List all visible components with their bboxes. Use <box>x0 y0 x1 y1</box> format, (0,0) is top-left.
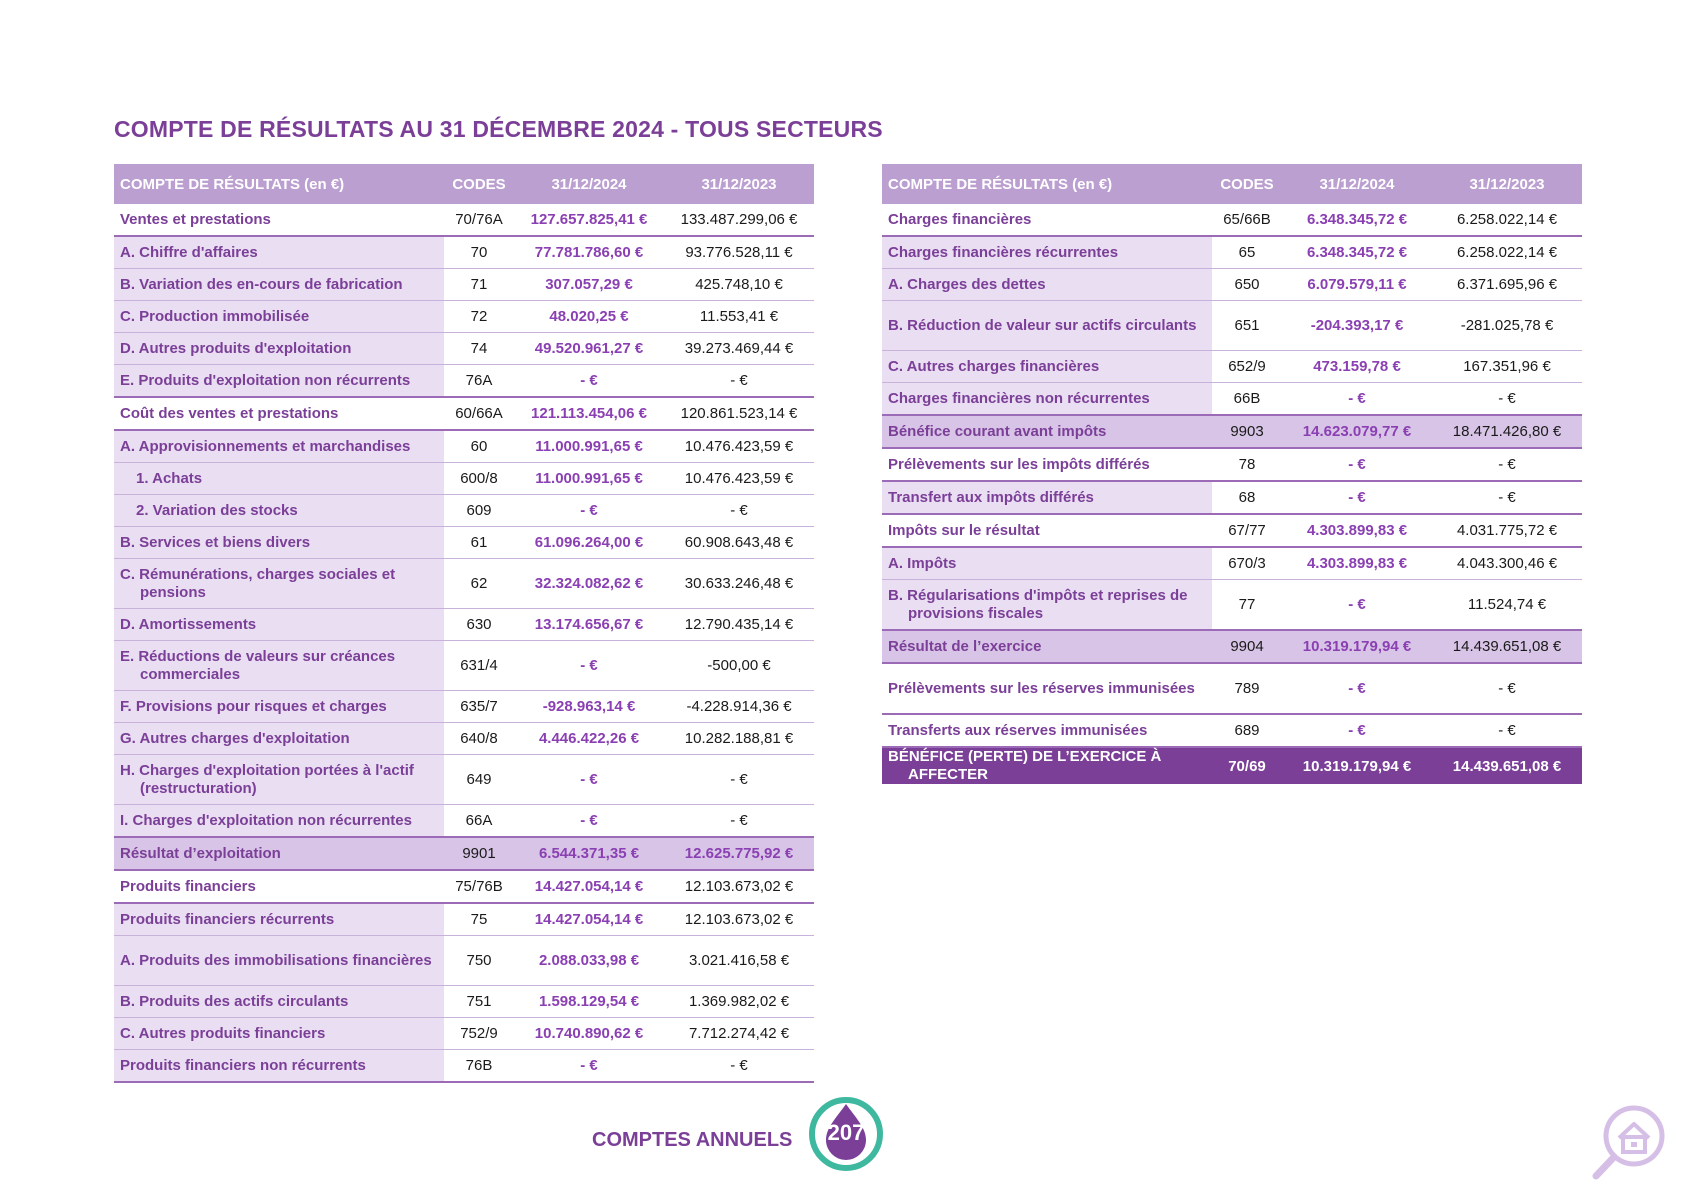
table-header-row <box>882 164 1582 204</box>
table-row-impots-sur-le-resultat <box>882 514 1582 547</box>
row-value-2023: 7.712.274,42 € <box>664 1018 814 1050</box>
row-code: 9901 <box>444 837 514 870</box>
row-value-2023: 11.524,74 € <box>1432 580 1582 631</box>
row-label-text: Résultat de l’exercice <box>888 637 1042 655</box>
row-label <box>882 714 1212 747</box>
row-value-2023: 10.476.423,59 € <box>664 463 814 495</box>
row-label-text: Transferts aux réserves immunisées <box>888 721 1148 739</box>
row-value-2023: - € <box>664 755 814 805</box>
row-value-2023: 120.861.523,14 € <box>664 397 814 430</box>
row-label <box>114 527 444 559</box>
row-label-text: C. Autres charges financières <box>888 357 1100 375</box>
row-label <box>114 1018 444 1050</box>
row-label-text: B. Régularisations d'impôts et reprises de provisions fiscales <box>888 586 1188 622</box>
page-number: 207 <box>827 1120 865 1145</box>
row-code: 60/66A <box>444 397 514 430</box>
row-value-2024: 14.427.054,14 € <box>514 903 664 936</box>
row-value-2024: -928.963,14 € <box>514 691 664 723</box>
row-code: 65 <box>1212 236 1282 269</box>
table-row-a-impots <box>882 547 1582 580</box>
table-row-benefice-courant-avant-impots <box>882 415 1582 448</box>
row-code: 650 <box>1212 269 1282 301</box>
row-label-text: A. Chiffre d'affaires <box>120 243 258 261</box>
row-code: 74 <box>444 333 514 365</box>
row-label-text: Charges financières récurrentes <box>888 243 1119 261</box>
row-value-2024: 10.319.179,94 € <box>1282 747 1432 784</box>
row-code: 651 <box>1212 301 1282 351</box>
row-value-2023: 14.439.651,08 € <box>1432 747 1582 784</box>
row-value-2023: 12.103.673,02 € <box>664 903 814 936</box>
row-code: 70/76A <box>444 204 514 236</box>
table-row-charges-financieres-recurrentes <box>882 236 1582 269</box>
table-row-d-autres-produits-d-exploitation <box>114 333 814 365</box>
page-title: COMPTE DE RÉSULTATS AU 31 DÉCEMBRE 2024 - TOUS SECTEURS <box>114 116 883 142</box>
row-value-2023: 18.471.426,80 € <box>1432 415 1582 448</box>
row-label-text: A. Charges des dettes <box>888 275 1046 293</box>
row-value-2023: - € <box>1432 714 1582 747</box>
row-label-text: D. Autres produits d'exploitation <box>120 339 352 357</box>
table-header-row <box>114 164 814 204</box>
row-label <box>882 580 1212 631</box>
row-label-text: BÉNÉFICE (PERTE) DE L’EXERCICE À AFFECTER <box>888 748 1162 783</box>
row-value-2024: 6.079.579,11 € <box>1282 269 1432 301</box>
income-statement-table-left <box>114 164 814 1083</box>
row-label-text: E. Réductions de valeurs sur créances commerciales <box>120 647 396 683</box>
footer-section-label: COMPTES ANNUELS <box>592 1129 793 1151</box>
table-row-f-provisions-pour-risques-et-charges <box>114 691 814 723</box>
row-value-2024: 14.427.054,14 € <box>514 870 664 903</box>
row-label <box>882 514 1212 547</box>
row-value-2023: - € <box>664 1050 814 1083</box>
row-code: 78 <box>1212 448 1282 481</box>
row-label <box>114 269 444 301</box>
table-row-transfert-aux-impots-differes <box>882 481 1582 514</box>
row-value-2023: 1.369.982,02 € <box>664 986 814 1018</box>
table-row-a-produits-des-immobilisations-financier <box>114 936 814 986</box>
row-value-2024: 11.000.991,65 € <box>514 430 664 463</box>
row-value-2024: - € <box>1282 580 1432 631</box>
row-label-text: Charges financières <box>888 210 1032 228</box>
row-code: 67/77 <box>1212 514 1282 547</box>
row-code: 65/66B <box>1212 204 1282 236</box>
row-value-2024: 6.348.345,72 € <box>1282 236 1432 269</box>
row-value-2023: 93.776.528,11 € <box>664 236 814 269</box>
table-row-b-produits-des-actifs-circulants <box>114 986 814 1018</box>
row-value-2024: - € <box>514 365 664 398</box>
row-label <box>114 365 444 398</box>
row-value-2023: - € <box>1432 383 1582 416</box>
row-value-2024: 11.000.991,65 € <box>514 463 664 495</box>
row-value-2024: - € <box>514 755 664 805</box>
row-label <box>114 430 444 463</box>
row-label-text: Bénéfice courant avant impôts <box>888 422 1107 440</box>
row-value-2023: 39.273.469,44 € <box>664 333 814 365</box>
row-label-text: F. Provisions pour risques et charges <box>120 697 387 715</box>
table-row-a-charges-des-dettes <box>882 269 1582 301</box>
row-value-2024: - € <box>1282 481 1432 514</box>
row-code: 71 <box>444 269 514 301</box>
row-label-text: Produits financiers récurrents <box>120 910 335 928</box>
row-label-text: Ventes et prestations <box>120 210 271 228</box>
row-label-text: 2. Variation des stocks <box>136 501 298 519</box>
table-row-b-variation-des-en-cours-de-fabrication <box>114 269 814 301</box>
row-label <box>114 609 444 641</box>
row-value-2023: 167.351,96 € <box>1432 351 1582 383</box>
row-value-2024: 473.159,78 € <box>1282 351 1432 383</box>
row-label <box>114 301 444 333</box>
table-row-b-reduction-de-valeur-sur-actifs-circula <box>882 301 1582 351</box>
table-row-produits-financiers <box>114 870 814 903</box>
row-value-2024: 4.446.422,26 € <box>514 723 664 755</box>
income-statement-table-right <box>882 164 1582 784</box>
row-value-2023: 12.625.775,92 € <box>664 837 814 870</box>
row-label <box>882 448 1212 481</box>
row-value-2024: 61.096.264,00 € <box>514 527 664 559</box>
row-value-2023: 60.908.643,48 € <box>664 527 814 559</box>
row-value-2024: 13.174.656,67 € <box>514 609 664 641</box>
row-label <box>114 495 444 527</box>
row-label-text: Transfert aux impôts différés <box>888 488 1094 506</box>
row-code: 670/3 <box>1212 547 1282 580</box>
table-row-b-services-et-biens-divers <box>114 527 814 559</box>
row-label <box>114 641 444 691</box>
row-label-text: Prélèvements sur les impôts différés <box>888 455 1150 473</box>
row-label-text: B. Variation des en-cours de fabrication <box>120 275 403 293</box>
table-row-h-charges-d-exploitation-portees-a-l-act <box>114 755 814 805</box>
row-value-2024: 6.544.371,35 € <box>514 837 664 870</box>
table-row-benefice-perte-de-l-exercice-a-affecter <box>882 747 1582 784</box>
row-value-2023: 6.258.022,14 € <box>1432 204 1582 236</box>
table-row-produits-financiers-recurrents <box>114 903 814 936</box>
row-value-2023: 12.790.435,14 € <box>664 609 814 641</box>
row-code: 66A <box>444 805 514 838</box>
row-code: 600/8 <box>444 463 514 495</box>
row-label-text: A. Approvisionnements et marchandises <box>120 437 411 455</box>
row-value-2023: 12.103.673,02 € <box>664 870 814 903</box>
row-code: 649 <box>444 755 514 805</box>
row-label <box>882 301 1212 351</box>
row-value-2023: 30.633.246,48 € <box>664 559 814 609</box>
row-code: 640/8 <box>444 723 514 755</box>
row-value-2023: -4.228.914,36 € <box>664 691 814 723</box>
row-label-text: Produits financiers non récurrents <box>120 1056 366 1074</box>
row-label-text: B. Produits des actifs circulants <box>120 992 349 1010</box>
row-code: 635/7 <box>444 691 514 723</box>
row-value-2024: 1.598.129,54 € <box>514 986 664 1018</box>
row-code: 751 <box>444 986 514 1018</box>
header-2024: 31/12/2024 <box>1282 164 1432 204</box>
row-value-2024: - € <box>514 641 664 691</box>
table-row-2-variation-des-stocks <box>114 495 814 527</box>
row-label <box>114 805 444 838</box>
row-label-text: C. Autres produits financiers <box>120 1024 326 1042</box>
row-value-2023: - € <box>1432 481 1582 514</box>
row-label <box>114 837 444 870</box>
row-label-text: 1. Achats <box>136 469 203 487</box>
row-value-2023: 10.476.423,59 € <box>664 430 814 463</box>
row-label <box>114 755 444 805</box>
row-label <box>114 1050 444 1083</box>
row-value-2024: - € <box>514 1050 664 1083</box>
row-code: 9904 <box>1212 630 1282 663</box>
table-row-a-approvisionnements-et-marchandises <box>114 430 814 463</box>
row-label-text: Impôts sur le résultat <box>888 521 1040 539</box>
row-code: 61 <box>444 527 514 559</box>
row-value-2023: -500,00 € <box>664 641 814 691</box>
row-label-text: C. Rémunérations, charges sociales et pensions <box>120 565 396 601</box>
table-row-resultat-de-l-exercice <box>882 630 1582 663</box>
row-value-2024: 10.319.179,94 € <box>1282 630 1432 663</box>
row-label <box>882 383 1212 416</box>
row-value-2024: - € <box>514 495 664 527</box>
row-label-text: Prélèvements sur les réserves immunisées <box>888 679 1195 697</box>
row-value-2024: 307.057,29 € <box>514 269 664 301</box>
header-label: COMPTE DE RÉSULTATS (en €) <box>114 164 444 204</box>
row-value-2023: 10.282.188,81 € <box>664 723 814 755</box>
row-value-2024: - € <box>1282 383 1432 416</box>
table-row-g-autres-charges-d-exploitation <box>114 723 814 755</box>
row-label-text: Charges financières non récurrentes <box>888 389 1150 407</box>
table-row-i-charges-d-exploitation-non-recurrentes <box>114 805 814 838</box>
table-row-resultat-d-exploitation <box>114 837 814 870</box>
row-code: 752/9 <box>444 1018 514 1050</box>
row-code: 630 <box>444 609 514 641</box>
row-label-text: A. Produits des immobilisations financières <box>120 951 432 969</box>
row-label-text: D. Amortissements <box>120 615 257 633</box>
row-label <box>882 747 1212 784</box>
row-label-text: G. Autres charges d'exploitation <box>120 729 350 747</box>
row-label <box>114 397 444 430</box>
row-label <box>882 351 1212 383</box>
row-label <box>882 630 1212 663</box>
row-code: 689 <box>1212 714 1282 747</box>
row-value-2023: - € <box>664 805 814 838</box>
row-label-text: I. Charges d'exploitation non récurrentes <box>120 811 412 829</box>
table-row-c-autres-charges-financieres <box>882 351 1582 383</box>
row-value-2024: - € <box>514 805 664 838</box>
row-code: 60 <box>444 430 514 463</box>
row-value-2024: 4.303.899,83 € <box>1282 547 1432 580</box>
row-code: 66B <box>1212 383 1282 416</box>
row-label-text: Produits financiers <box>120 877 256 895</box>
row-label <box>882 269 1212 301</box>
row-value-2024: 32.324.082,62 € <box>514 559 664 609</box>
table-row-c-production-immobilisee <box>114 301 814 333</box>
row-label <box>114 936 444 986</box>
row-value-2023: - € <box>1432 448 1582 481</box>
row-value-2023: 133.487.299,06 € <box>664 204 814 236</box>
row-code: 652/9 <box>1212 351 1282 383</box>
row-label <box>114 333 444 365</box>
row-label <box>114 236 444 269</box>
row-value-2023: - € <box>664 495 814 527</box>
header-codes: CODES <box>444 164 514 204</box>
row-label <box>114 691 444 723</box>
row-label <box>114 870 444 903</box>
row-value-2023: -281.025,78 € <box>1432 301 1582 351</box>
row-code: 76B <box>444 1050 514 1083</box>
row-code: 750 <box>444 936 514 986</box>
row-value-2024: -204.393,17 € <box>1282 301 1432 351</box>
row-code: 609 <box>444 495 514 527</box>
row-code: 72 <box>444 301 514 333</box>
search-home-icon[interactable] <box>1588 1102 1666 1182</box>
header-2024: 31/12/2024 <box>514 164 664 204</box>
row-label <box>114 723 444 755</box>
row-value-2023: 4.031.775,72 € <box>1432 514 1582 547</box>
table-row-a-chiffre-d-affaires <box>114 236 814 269</box>
row-value-2023: - € <box>1432 663 1582 714</box>
row-value-2024: 48.020,25 € <box>514 301 664 333</box>
row-label-text: Résultat d’exploitation <box>120 844 281 862</box>
row-value-2024: 6.348.345,72 € <box>1282 204 1432 236</box>
row-value-2023: 4.043.300,46 € <box>1432 547 1582 580</box>
row-code: 70/69 <box>1212 747 1282 784</box>
row-value-2024: 14.623.079,77 € <box>1282 415 1432 448</box>
row-value-2023: - € <box>664 365 814 398</box>
row-value-2024: 127.657.825,41 € <box>514 204 664 236</box>
row-label <box>882 481 1212 514</box>
row-code: 62 <box>444 559 514 609</box>
row-code: 75 <box>444 903 514 936</box>
row-label <box>114 903 444 936</box>
table-row-ventes-et-prestations <box>114 204 814 236</box>
row-value-2024: 10.740.890,62 € <box>514 1018 664 1050</box>
table-row-cout-des-ventes-et-prestations <box>114 397 814 430</box>
table-row-c-remunerations-charges-sociales-et-pens <box>114 559 814 609</box>
row-label-text: A. Impôts <box>888 554 957 572</box>
row-value-2024: - € <box>1282 714 1432 747</box>
row-label-text: B. Réduction de valeur sur actifs circulants <box>888 316 1197 334</box>
row-value-2023: 3.021.416,58 € <box>664 936 814 986</box>
row-label <box>114 463 444 495</box>
row-code: 76A <box>444 365 514 398</box>
row-label <box>882 236 1212 269</box>
row-label-text: C. Production immobilisée <box>120 307 310 325</box>
table-row-charges-financieres-non-recurrentes <box>882 383 1582 416</box>
row-code: 68 <box>1212 481 1282 514</box>
row-label <box>114 204 444 236</box>
row-value-2023: 6.371.695,96 € <box>1432 269 1582 301</box>
row-value-2023: 425.748,10 € <box>664 269 814 301</box>
row-value-2024: 121.113.454,06 € <box>514 397 664 430</box>
table-row-b-regularisations-d-impots-et-reprises-d <box>882 580 1582 631</box>
row-value-2024: 4.303.899,83 € <box>1282 514 1432 547</box>
row-value-2024: 49.520.961,27 € <box>514 333 664 365</box>
row-label <box>882 663 1212 714</box>
row-label <box>114 986 444 1018</box>
row-code: 75/76B <box>444 870 514 903</box>
header-label: COMPTE DE RÉSULTATS (en €) <box>882 164 1212 204</box>
table-row-prelevements-sur-les-impots-differes <box>882 448 1582 481</box>
row-label-text: E. Produits d'exploitation non récurrents <box>120 371 411 389</box>
table-row-d-amortissements <box>114 609 814 641</box>
header-2023: 31/12/2023 <box>664 164 814 204</box>
row-value-2024: - € <box>1282 448 1432 481</box>
row-label <box>882 547 1212 580</box>
row-label <box>882 204 1212 236</box>
row-value-2023: 11.553,41 € <box>664 301 814 333</box>
header-codes: CODES <box>1212 164 1282 204</box>
table-row-e-reductions-de-valeurs-sur-creances-com <box>114 641 814 691</box>
row-label-text: B. Services et biens divers <box>120 533 311 551</box>
table-row-produits-financiers-non-recurrents <box>114 1050 814 1083</box>
table-row-transferts-aux-reserves-immunisees <box>882 714 1582 747</box>
header-2023: 31/12/2023 <box>1432 164 1582 204</box>
row-value-2024: 77.781.786,60 € <box>514 236 664 269</box>
row-value-2023: 14.439.651,08 € <box>1432 630 1582 663</box>
table-row-c-autres-produits-financiers <box>114 1018 814 1050</box>
row-label-text: Coût des ventes et prestations <box>120 404 339 422</box>
row-value-2024: - € <box>1282 663 1432 714</box>
row-value-2024: 2.088.033,98 € <box>514 936 664 986</box>
row-label <box>114 559 444 609</box>
row-code: 70 <box>444 236 514 269</box>
table-row-prelevements-sur-les-reserves-immunisees <box>882 663 1582 714</box>
row-code: 9903 <box>1212 415 1282 448</box>
row-label-text: H. Charges d'exploitation portées à l'actif (restructuration) <box>120 761 414 797</box>
row-code: 789 <box>1212 663 1282 714</box>
table-row-e-produits-d-exploitation-non-recurrents <box>114 365 814 398</box>
row-label <box>882 415 1212 448</box>
row-code: 77 <box>1212 580 1282 631</box>
table-row-1-achats <box>114 463 814 495</box>
table-row-charges-financieres <box>882 204 1582 236</box>
row-value-2023: 6.258.022,14 € <box>1432 236 1582 269</box>
row-code: 631/4 <box>444 641 514 691</box>
